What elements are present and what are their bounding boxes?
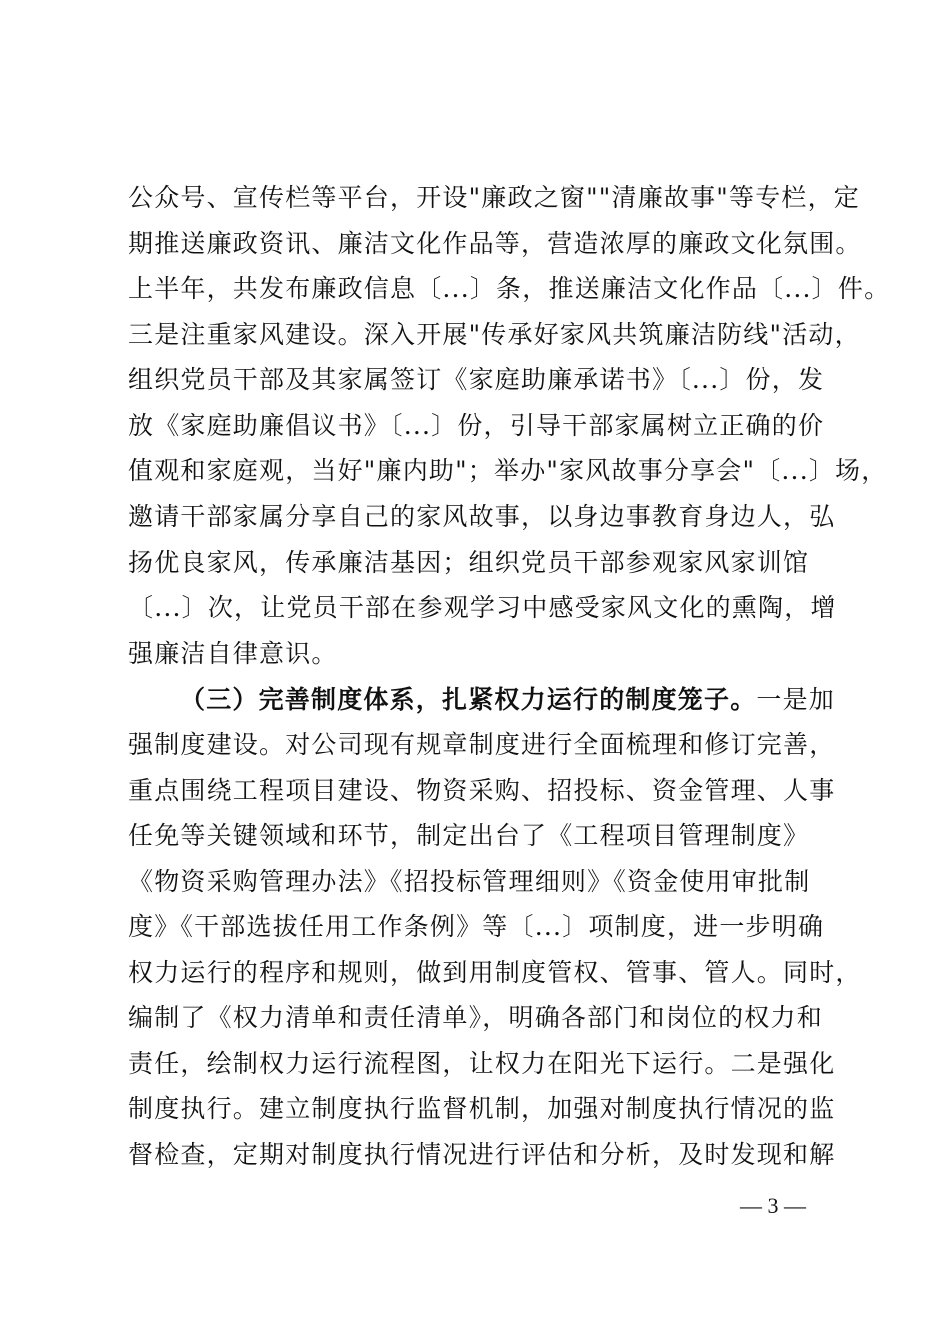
- text-line: 邀请干部家属分享自己的家风故事，以身边事教育身边人，弘: [128, 502, 836, 531]
- text-line: 上半年，共发布廉政信息〔...〕条，推送廉洁文化作品〔...〕件。: [128, 274, 891, 303]
- text-line: 制度执行。建立制度执行监督机制，加强对制度执行情况的监: [128, 1094, 836, 1123]
- text-line: 三是注重家风建设。深入开展"传承好家风共筑廉洁防线"活动，: [128, 320, 861, 349]
- text-line: 期推送廉政资讯、廉洁文化作品等，营造浓厚的廉政文化氛围。: [128, 229, 862, 258]
- text-line: 放《家庭助廉倡议书》〔...〕份，引导干部家属树立正确的价: [128, 411, 825, 440]
- text-line: 《物资采购管理办法》《招投标管理细则》《资金使用审批制: [128, 867, 811, 896]
- text-line: 组织党员干部及其家属签订《家庭助廉承诺书》〔...〕份，发: [128, 365, 825, 394]
- text-line: 任免等关键领域和环节，制定出台了《工程项目管理制度》: [128, 821, 810, 850]
- text-line: 编制了《权力清单和责任清单》，明确各部门和岗位的权力和: [128, 1003, 823, 1032]
- text-line: 重点围绕工程项目建设、物资采购、招投标、资金管理、人事: [128, 776, 836, 805]
- text-line: 强廉洁自律意识。: [128, 639, 338, 668]
- text-line: 责任，绘制权力运行流程图，让权力在阳光下运行。二是强化: [128, 1049, 836, 1078]
- text-line: 强制度建设。对公司现有规章制度进行全面梳理和修订完善，: [128, 730, 836, 759]
- text-line: 扬优良家风，传承廉洁基因；组织党员干部参观家风家训馆: [128, 548, 810, 577]
- text-line: 〔...〕次，让党员干部在参观学习中感受家风文化的熏陶，增: [128, 593, 837, 622]
- text-line: 督检查，定期对制度执行情况进行评估和分析，及时发现和解: [128, 1140, 836, 1169]
- page-number: — 3 —: [740, 1193, 806, 1218]
- section-heading: （三）完善制度体系，扎紧权力运行的制度笼子。: [180, 685, 757, 714]
- text-line: 度》《干部选拔任用工作条例》等〔...〕项制度，进一步明确: [128, 912, 825, 941]
- text-line: 权力运行的程序和规则，做到用制度管权、管事、管人。同时，: [128, 958, 862, 987]
- section-heading-line: [180, 685, 835, 715]
- text-line: 值观和家庭观，当好"廉内助"；举办"家风故事分享会"〔...〕场，: [128, 456, 888, 485]
- text-span: 一是加: [756, 685, 836, 714]
- text-line: 公众号、宣传栏等平台，开设"廉政之窗""清廉故事"等专栏，定: [128, 183, 860, 212]
